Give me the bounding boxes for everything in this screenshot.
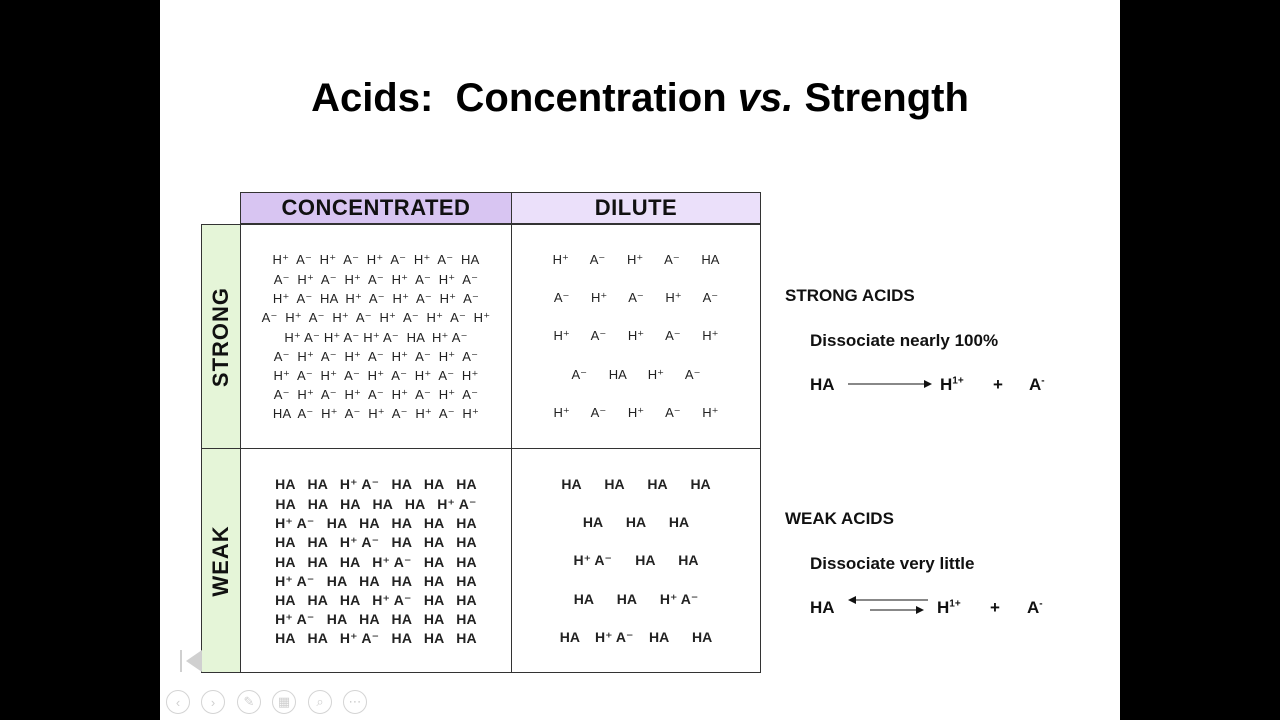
column-header-concentrated: CONCENTRATED (240, 192, 512, 224)
ion-row: H⁺ A⁻ H⁺ A⁻ HA (552, 252, 720, 267)
ion-row: A⁻ H⁺ A⁻ H⁺ A⁻ (553, 290, 719, 305)
strong-eq-product-a: A- (1029, 375, 1045, 394)
strong-eq-reactant: HA (810, 375, 835, 394)
page-title: Acids: Concentration vs. Strength (311, 76, 969, 120)
cell-strong-concentrated (240, 224, 512, 449)
ion-row: A⁻ H⁺ A⁻ H⁺ A⁻ H⁺ A⁻ H⁺ A⁻ (273, 349, 479, 364)
molecule-row: H⁺ A⁻ HA HA (573, 552, 699, 568)
molecule-row: H⁺ A⁻ HA HA HA HA HA (275, 515, 477, 531)
molecule-row: HA HA HA HA (561, 476, 711, 492)
slide (160, 0, 1120, 720)
cell-weak-dilute (511, 448, 761, 673)
column-header-dilute: DILUTE (511, 192, 761, 224)
equilibrium-arrows-icon (848, 594, 932, 616)
ion-row: H⁺ A⁻ H⁺ A⁻ H⁺ A⁻ H⁺ A⁻ H⁺ (273, 368, 479, 383)
ion-row: A⁻ H⁺ A⁻ H⁺ A⁻ H⁺ A⁻ H⁺ A⁻ (273, 387, 479, 402)
previous-slide-icon[interactable] (178, 648, 208, 674)
molecule-row: HA HA H⁺ A⁻ (573, 591, 699, 607)
strong-eq-plus: + (993, 375, 1003, 394)
molecule-row: HA HA HA H⁺ A⁻ HA HA (275, 592, 477, 608)
molecule-row: HA HA HA HA HA H⁺ A⁻ (275, 496, 477, 512)
ion-row: H⁺ A⁻ H⁺ A⁻ H⁺ A⁻ HA H⁺ A⁻ (284, 330, 468, 345)
strong-eq-product-h: $H^{1+}$ (940, 375, 964, 394)
molecule-row: H⁺ A⁻ HA HA HA HA HA (275, 573, 477, 589)
ion-row: HA A⁻ H⁺ A⁻ H⁺ A⁻ H⁺ A⁻ H⁺ (272, 406, 480, 421)
more-icon[interactable]: ⋯ (343, 690, 367, 714)
weak-acids-description: Dissociate very little (810, 554, 975, 573)
cell-strong-dilute (511, 224, 761, 449)
zoom-icon[interactable]: ⌕ (308, 690, 332, 714)
molecule-row: H⁺ A⁻ HA HA HA HA HA (275, 611, 477, 627)
weak-eq-product-a: A- (1027, 598, 1043, 617)
strong-acids-heading: STRONG ACIDS (785, 286, 915, 305)
pen-icon[interactable]: ✎ (237, 690, 261, 714)
molecule-row: HA HA H⁺ A⁻ HA HA HA (275, 630, 477, 646)
previous-icon[interactable]: ‹ (166, 690, 190, 714)
ion-row: A⁻ HA H⁺ A⁻ (571, 367, 701, 382)
strong-acids-description: Dissociate nearly 100% (810, 331, 999, 350)
weak-eq-product-h: $H^{1+}$ (937, 598, 961, 617)
molecule-row: HA HA H⁺ A⁻ HA HA HA (275, 534, 477, 550)
molecule-row: HA H⁺ A⁻ HA HA (559, 629, 713, 645)
slides-icon[interactable]: ▦ (272, 690, 296, 714)
row-label-strong: STRONG (201, 224, 241, 449)
ion-row: H⁺ A⁻ HA H⁺ A⁻ H⁺ A⁻ H⁺ A⁻ (272, 291, 480, 306)
ion-row: A⁻ H⁺ A⁻ H⁺ A⁻ H⁺ A⁻ H⁺ A⁻ (273, 272, 479, 287)
next-icon[interactable]: › (201, 690, 225, 714)
row-label-weak: WEAK (201, 448, 241, 673)
ion-row: H⁺ A⁻ H⁺ A⁻ H⁺ (553, 405, 719, 420)
cell-weak-concentrated (240, 448, 512, 673)
molecule-row: HA HA H⁺ A⁻ HA HA HA (275, 476, 477, 492)
molecule-row: HA HA HA H⁺ A⁻ HA HA (275, 554, 477, 570)
weak-eq-reactant: HA (810, 598, 835, 617)
weak-eq-plus: + (990, 598, 1000, 617)
molecule-row: HA HA HA (582, 514, 690, 530)
forward-arrow-icon (848, 377, 932, 391)
ion-row: A⁻ H⁺ A⁻ H⁺ A⁻ H⁺ A⁻ H⁺ A⁻ H⁺ (261, 310, 491, 325)
weak-acids-heading: WEAK ACIDS (785, 509, 894, 528)
ion-row: H⁺ A⁻ H⁺ A⁻ H⁺ A⁻ H⁺ A⁻ HA (272, 252, 480, 267)
ion-row: H⁺ A⁻ H⁺ A⁻ H⁺ (553, 328, 719, 343)
